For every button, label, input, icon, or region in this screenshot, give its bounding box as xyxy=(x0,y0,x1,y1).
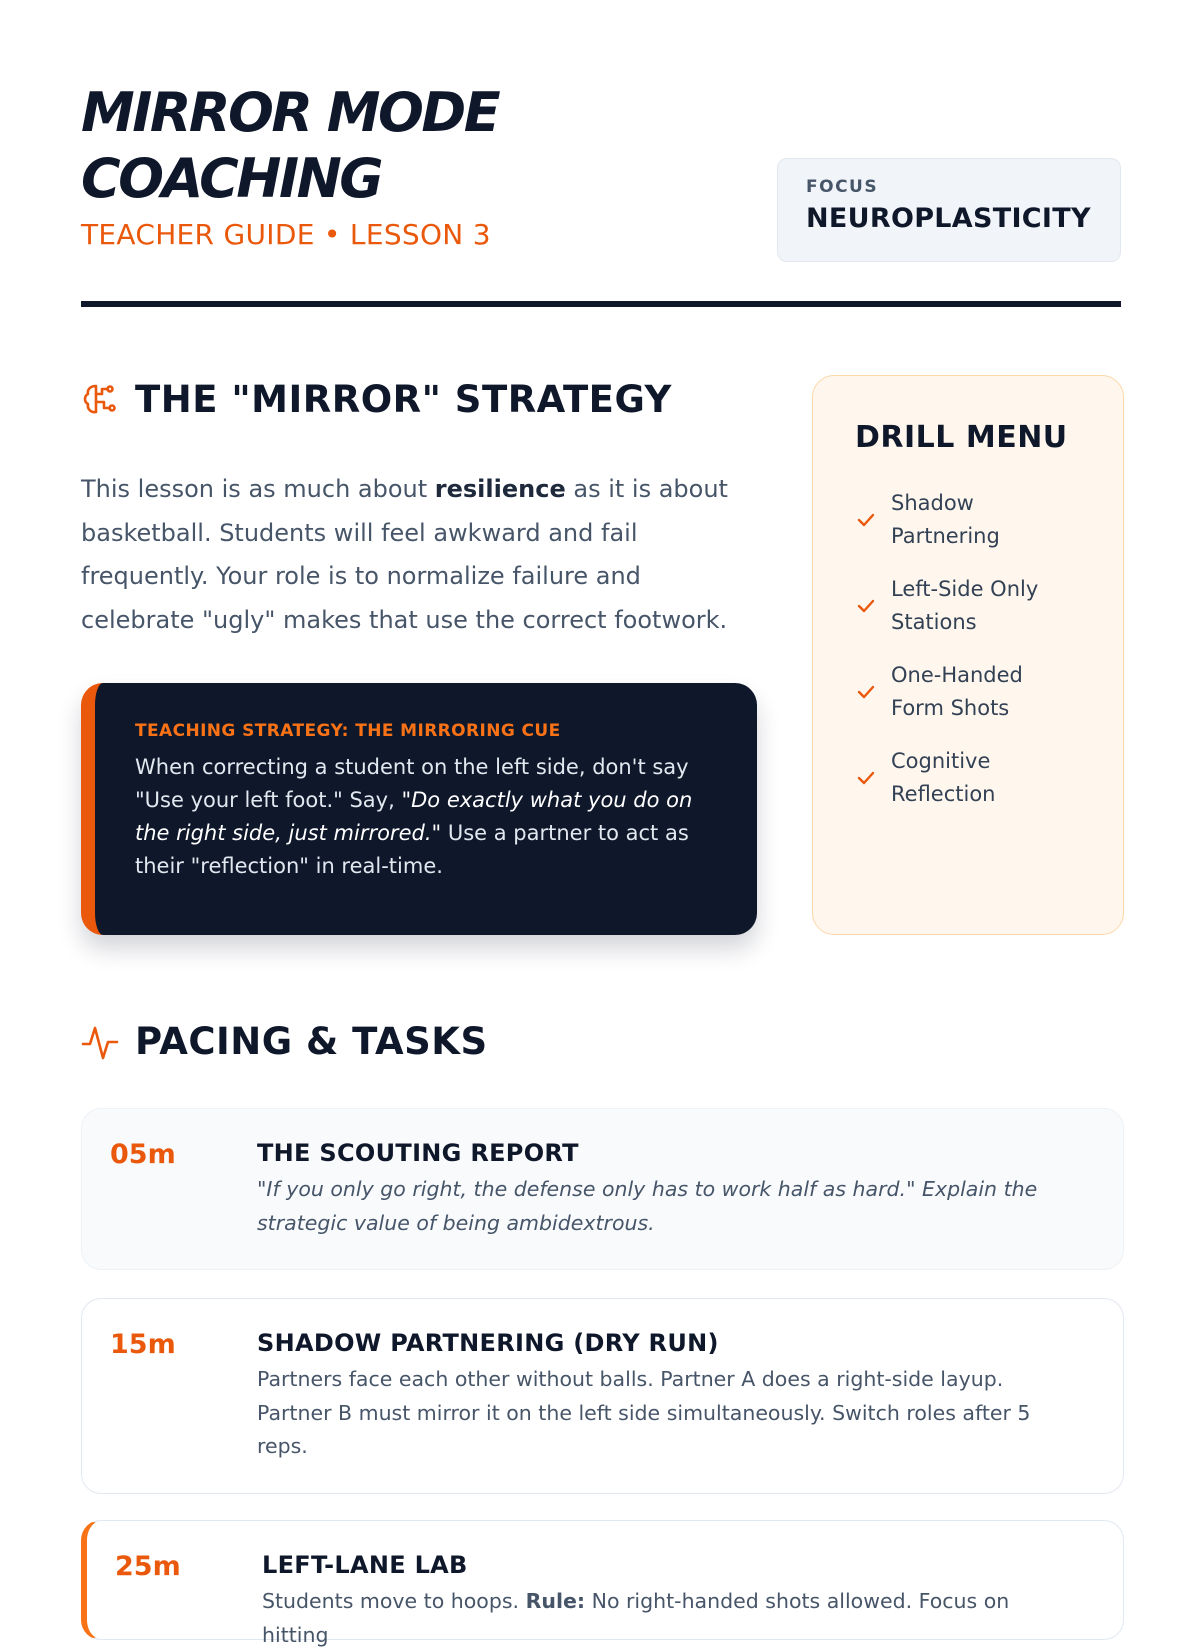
callout-text-end: Use a partner to act as their "reflection" in real-time. xyxy=(135,821,689,878)
intro-emphasis: resilience xyxy=(434,475,566,503)
task-card xyxy=(81,1298,1124,1494)
task-description: Partners face each other without balls. Partner A does a right-side layup. Partner B must mirror it on the left side simultaneously. Switch roles after 5 reps. xyxy=(257,1367,1031,1458)
task-body xyxy=(257,1139,1057,1240)
task-title: LEFT-LANE LAB xyxy=(262,1551,468,1579)
callout-text-start: When correcting a student on the left side, don't say "Use your left foot." Say, xyxy=(135,755,689,812)
drill-item-label: Shadow Partnering xyxy=(891,491,1000,548)
check-icon xyxy=(855,509,877,531)
brain-icon xyxy=(81,380,119,420)
intro-text-continued: as it is about basketball. Students will feel awkward and fail frequently. Your role is to normalize failure and celebrate "ugly" makes that use the correct footwork. xyxy=(81,475,728,634)
strategy-intro xyxy=(81,468,761,642)
page-subtitle: TEACHER GUIDE • LESSON 3 xyxy=(81,218,491,251)
task-desc-end: No right-handed shots allowed. Focus on hitting xyxy=(262,1589,1010,1647)
task-duration: 05m xyxy=(110,1139,176,1170)
check-icon xyxy=(855,595,877,617)
task-title: THE SCOUTING REPORT xyxy=(257,1139,579,1167)
callout-quote: "Do exactly what you do on the right side, just mirrored." xyxy=(135,788,693,845)
task-desc-start: Students move to hoops. xyxy=(262,1589,526,1613)
task-duration: 25m xyxy=(115,1551,181,1582)
drill-item-label: One-Handed Form Shots xyxy=(891,663,1023,720)
page-header xyxy=(81,80,1121,251)
callout-text xyxy=(135,751,721,883)
drill-menu xyxy=(812,375,1124,935)
focus-badge xyxy=(777,158,1121,262)
task-title: SHADOW PARTNERING (DRY RUN) xyxy=(257,1329,719,1357)
intro-text: This lesson is as much about xyxy=(81,475,435,503)
teaching-strategy-callout xyxy=(81,683,757,935)
page-title: MIRROR MODE COACHING xyxy=(81,81,499,210)
task-duration: 15m xyxy=(110,1329,176,1360)
drill-menu-title: DRILL MENU xyxy=(855,420,1068,455)
strategy-section-header xyxy=(81,378,672,421)
task-body xyxy=(262,1551,1062,1652)
strategy-title: THE "MIRROR" STRATEGY xyxy=(135,378,672,421)
callout-label: TEACHING STRATEGY: THE MIRRORING CUE xyxy=(135,721,561,741)
header-divider xyxy=(81,301,1121,307)
task-card-active xyxy=(81,1520,1124,1647)
activity-pulse-icon xyxy=(81,1022,119,1062)
focus-label: FOCUS xyxy=(806,177,879,197)
drill-item xyxy=(855,487,1095,553)
task-body xyxy=(257,1329,1057,1464)
focus-value: NEUROPLASTICITY xyxy=(806,203,1091,234)
pacing-title: PACING & TASKS xyxy=(135,1020,488,1063)
task-description xyxy=(262,1585,1062,1652)
task-card xyxy=(81,1108,1124,1270)
drill-item xyxy=(855,745,1095,811)
check-icon xyxy=(855,681,877,703)
drill-item-label: Left-Side Only Stations xyxy=(891,577,1039,634)
task-rule-label: Rule: xyxy=(525,1589,586,1613)
drill-item xyxy=(855,659,1095,725)
drill-item-label: Cognitive Reflection xyxy=(891,749,996,806)
drill-item xyxy=(855,573,1095,639)
pacing-section-header xyxy=(81,1020,488,1063)
check-icon xyxy=(855,767,877,789)
drill-list xyxy=(855,487,1095,811)
task-description: "If you only go right, the defense only has to work half as hard." Explain the strategic value of being ambidextrous. xyxy=(257,1177,1038,1235)
